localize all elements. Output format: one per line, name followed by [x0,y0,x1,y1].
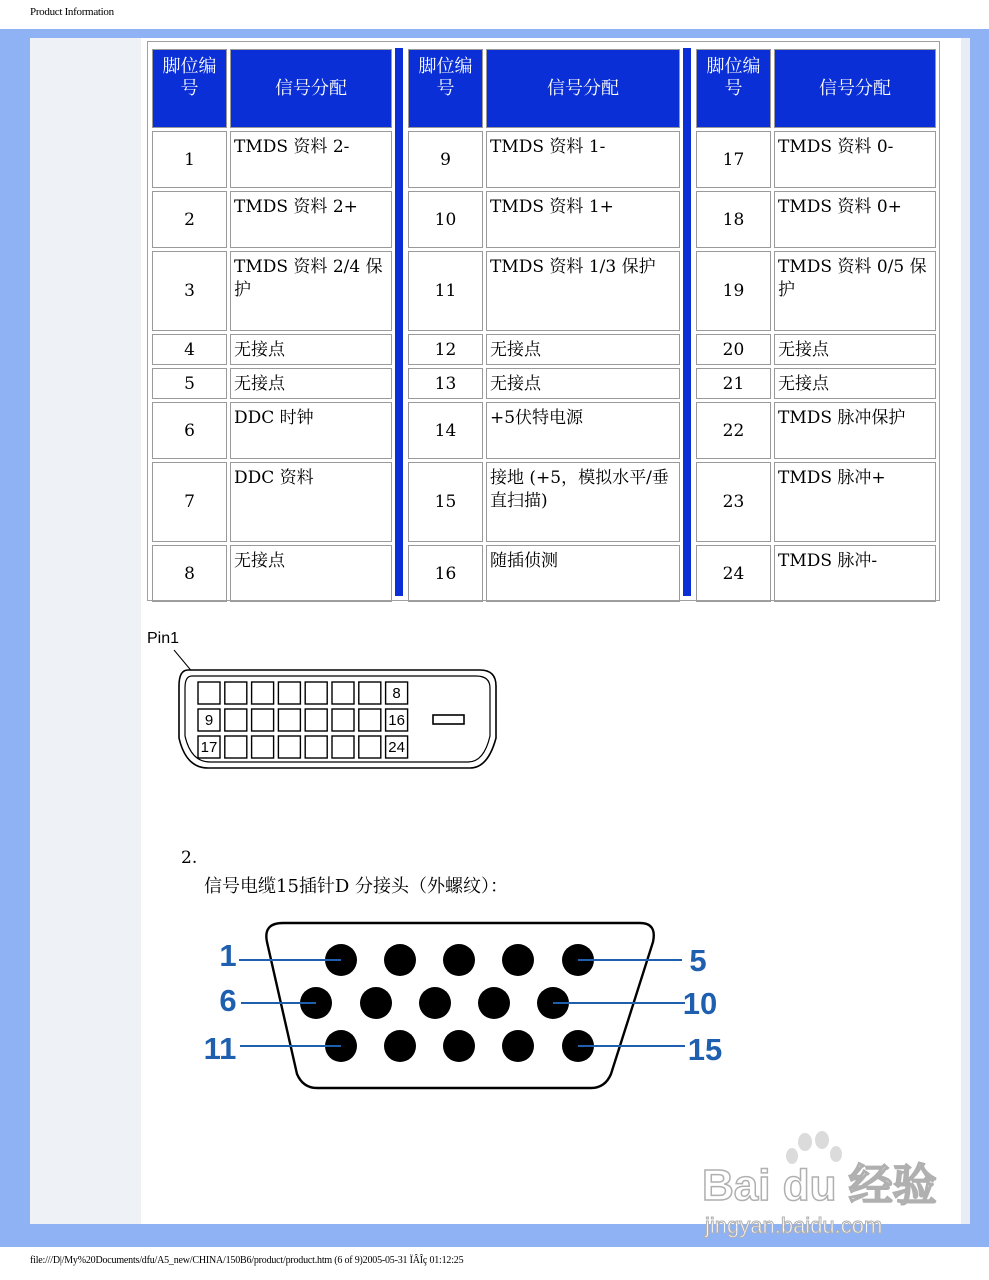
signal-cell: TMDS 资料 2+ [230,191,392,248]
table-row [408,131,680,188]
table-row [408,402,680,459]
pin-number-cell: 17 [696,131,771,188]
watermark-brand: Bai du 经验 [702,1161,937,1210]
table-row [152,251,392,331]
pin-number-cell: 18 [696,191,771,248]
signal-cell: TMDS 资料 2- [230,131,392,188]
block-separator [683,48,691,596]
table-row [408,191,680,248]
signal-cell: TMDS 资料 0- [774,131,936,188]
signal-cell: +5伏特电源 [486,402,680,459]
vga-pin [502,1030,534,1062]
pin-number-cell: 10 [408,191,483,248]
vga-pin-label: 5 [689,943,707,978]
pin-assignment-table [147,41,940,601]
pin-number-cell: 23 [696,462,771,542]
header-signal: 信号分配 [774,49,936,128]
signal-cell: 无接点 [486,334,680,365]
signal-cell: 无接点 [230,368,392,399]
pin-table-block [405,46,683,605]
vga-pin [384,1030,416,1062]
dvi-pin-cell [252,736,274,758]
dvi-pin-cell [305,736,327,758]
pin-number-cell: 14 [408,402,483,459]
pin-number-cell: 12 [408,334,483,365]
page-footer: file:///D|/My%20Documents/dfu/A5_new/CHINA/150B6/product/product.htm (6 of 9)2005-05-31 ÏÂÎç 01:12:25 [30,1255,464,1266]
table-row [152,334,392,365]
table-row [408,462,680,542]
table-row [696,191,936,248]
table-row [408,545,680,602]
pin-number-cell: 13 [408,368,483,399]
table-row [152,131,392,188]
page-header: Product Information [30,6,114,18]
pin-number-cell: 24 [696,545,771,602]
dvi-pin-cell [252,709,274,731]
dvi-pin-label: 16 [388,712,405,729]
signal-cell: TMDS 资料 0+ [774,191,936,248]
dvi-pin-cell [359,709,381,731]
dvi-pin-cell [305,709,327,731]
pin-number-cell: 7 [152,462,227,542]
signal-cell: 无接点 [230,545,392,602]
vga-pin [478,987,510,1019]
signal-cell: TMDS 资料 1- [486,131,680,188]
pin-number-cell: 15 [408,462,483,542]
signal-cell: TMDS 资料 0/5 保护 [774,251,936,331]
dvi-pin-cell [225,682,247,704]
pin-table-block [693,46,939,605]
dvi-pin-cell [332,736,354,758]
signal-cell: 无接点 [230,334,392,365]
dvi-pin-cell [252,682,274,704]
signal-cell: 无接点 [774,334,936,365]
dvi-flat-blade [433,715,464,724]
table-row [408,251,680,331]
left-panel [30,38,141,1224]
dvi-pin-cell [332,709,354,731]
table-row [696,545,936,602]
table-row [696,368,936,399]
table-header-row [152,49,392,128]
table-row [696,462,936,542]
pin-number-cell: 9 [408,131,483,188]
signal-cell: TMDS 脉冲- [774,545,936,602]
signal-cell: DDC 时钟 [230,402,392,459]
dvi-pin-cell [278,682,300,704]
table-header-row [696,49,936,128]
table-row [696,334,936,365]
table-row [696,131,936,188]
signal-cell: 无接点 [774,368,936,399]
dvi-pin-cell [305,682,327,704]
list-number: 2. [181,848,198,868]
signal-cell: DDC 资料 [230,462,392,542]
vga-pin-label: 1 [219,938,237,973]
dvi-pin-label: 9 [204,712,214,729]
pin-number-cell: 16 [408,545,483,602]
table-row [696,251,936,331]
table-row [152,368,392,399]
header-pin-number: 脚位编号 [408,49,483,128]
table-row [696,402,936,459]
signal-cell: TMDS 资料 1+ [486,191,680,248]
baidu-watermark-logo [700,1130,950,1240]
vga-pin-label: 6 [219,983,237,1018]
vga-pin [443,944,475,976]
dvi-pin-cell [225,736,247,758]
pin-number-cell: 5 [152,368,227,399]
pin-number-cell: 2 [152,191,227,248]
pin-table-block [149,46,395,605]
pin-number-cell: 4 [152,334,227,365]
signal-cell: 无接点 [486,368,680,399]
right-edge [961,38,970,1224]
dvi-pin-cell [359,736,381,758]
table-row [408,368,680,399]
table-row [152,545,392,602]
pin-number-cell: 3 [152,251,227,331]
pin-number-cell: 1 [152,131,227,188]
table-row [152,402,392,459]
vga-pin [443,1030,475,1062]
dvi-pin-cell [278,709,300,731]
vga-pin-label: 15 [687,1032,723,1067]
pin-number-cell: 11 [408,251,483,331]
header-pin-number: 脚位编号 [152,49,227,128]
vga-pin [384,944,416,976]
block-separator [395,48,403,596]
header-signal: 信号分配 [230,49,392,128]
dvi-pin-label: 24 [388,739,405,756]
vga-pin [502,944,534,976]
dvi-pin-cell [198,682,220,704]
dvi-pin-label: 17 [200,739,218,756]
header-signal: 信号分配 [486,49,680,128]
signal-cell: 随插侦测 [486,545,680,602]
pin-number-cell: 22 [696,402,771,459]
dvi-pin-cell [332,682,354,704]
dvi-pin-cell [278,736,300,758]
signal-cell: TMDS 脉冲保护 [774,402,936,459]
dvi-pin-cell [225,709,247,731]
table-row [408,334,680,365]
signal-cell: TMDS 脉冲+ [774,462,936,542]
pin-number-cell: 21 [696,368,771,399]
vga-pin [419,987,451,1019]
watermark-url: jingyan.baidu.com [705,1213,883,1238]
header-pin-number: 脚位编号 [696,49,771,128]
vga-connector-diagram [195,918,735,1098]
pin-number-cell: 19 [696,251,771,331]
signal-cell: 接地 (+5，模拟水平/垂直扫描) [486,462,680,542]
vga-pin-label: 11 [203,1031,237,1066]
signal-cell: TMDS 资料 2/4 保护 [230,251,392,331]
table-row [152,191,392,248]
vga-pin-label: 10 [682,986,718,1021]
dvi-pin-cell [359,682,381,704]
vga-connector-title: 信号电缆15插针D 分接头（外螺纹）： [204,876,509,897]
pin1-label: Pin1 [147,630,180,647]
signal-cell: TMDS 资料 1/3 保护 [486,251,680,331]
pin-number-cell: 8 [152,545,227,602]
table-row [152,462,392,542]
pin-number-cell: 6 [152,402,227,459]
dvi-pin-label: 8 [392,685,401,702]
vga-pin [360,987,392,1019]
dvi-connector-diagram [170,648,500,774]
table-header-row [408,49,680,128]
pin-number-cell: 20 [696,334,771,365]
